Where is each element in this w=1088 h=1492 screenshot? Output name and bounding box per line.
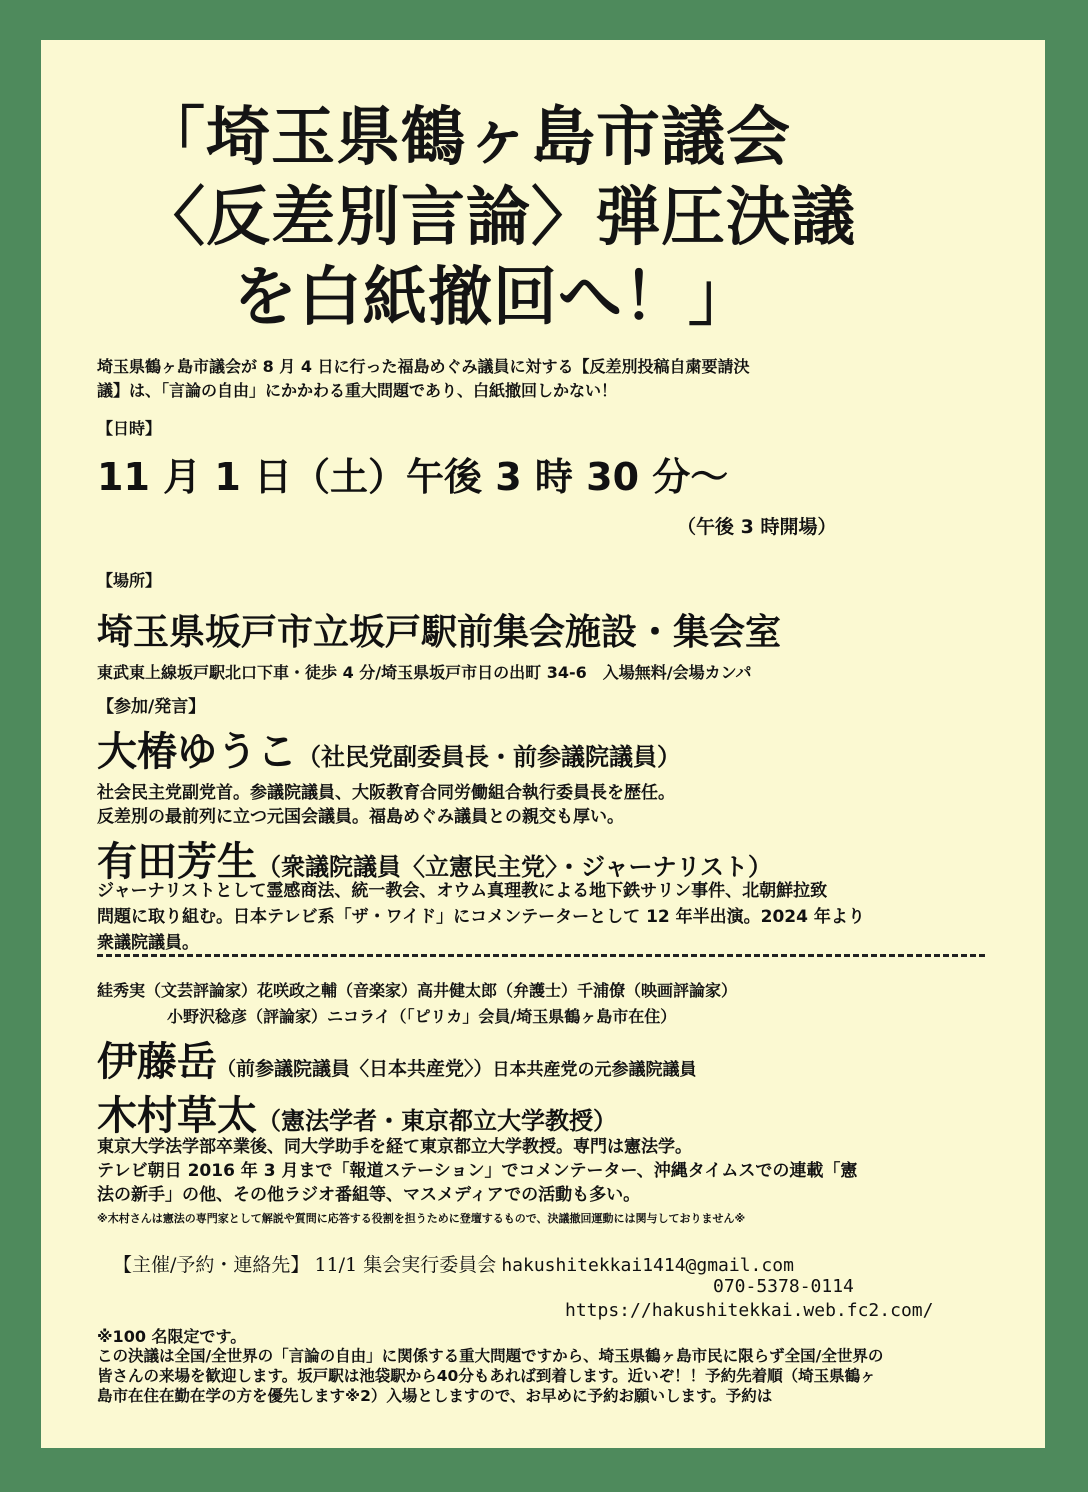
kimura-footnote: ※木村さんは憲法の専門家として解説や質問に応答する役割を担うために登壇するもので、決議撤回運動には関与しておりません※ [97, 1212, 746, 1225]
notice-line-2: 皆さんの来場を歓迎します。坂戸駅は池袋駅から40分もあれば到着します。近いぞ！！予約先着順（埼玉県鶴ヶ [97, 1367, 876, 1385]
flyer [41, 40, 1045, 1448]
speaker-bio-line: 衆議院議員。 [97, 933, 199, 953]
contact-label: 【主催/予約・連絡先】 [113, 1254, 310, 1276]
speaker-name: 木村草太 [97, 1093, 257, 1139]
speaker-bio-line: 社会民主党副党首。参議院議員、大阪教育合同労働組合執行委員長を歴任。 [97, 783, 675, 803]
speaker-name: 伊藤岳 [97, 1039, 217, 1085]
notice-line-1: この決議は全国/全世界の「言論の自由」に関係する重大問題ですから、埼玉県鶴ヶ島市民に限らず全国/全世界の [97, 1347, 884, 1365]
contact-email[interactable]: hakushitekkai1414@gmail.com [501, 1255, 794, 1276]
contact-block [113, 1250, 794, 1277]
speaker-name: 有田芳生 [97, 839, 257, 885]
intro-line-2: 議】は、「言論の自由」にかかわる重大問題であり、白紙撤回しかない！ [97, 381, 618, 400]
speaker-otsubaki [97, 720, 681, 777]
title-line-1: 「埼玉県鶴ヶ島市議会 [141, 100, 791, 175]
participants-label: 【参加/発言】 [97, 697, 206, 717]
contact-phone[interactable]: 070-5378-0114 [713, 1276, 854, 1297]
title-line-3: を白紙撤回へ！」 [233, 260, 753, 335]
title-line-2: 〈反差別言論〉弾圧決議 [141, 180, 856, 255]
speaker-role: （前参議院議員〈日本共産党〉） [217, 1058, 493, 1080]
speaker-role: （社民党副委員長・前参議院議員） [297, 743, 681, 771]
others-line-2: 小野沢稔彦（評論家）ニコライ（「ピリカ」会員/埼玉県鶴ヶ島市在住） [167, 1007, 677, 1026]
notice-limit: ※100 名限定です。 [97, 1327, 247, 1346]
speaker-bio-line: テレビ朝日 2016 年 3 月まで「報道ステーション」でコメンテーター、沖縄タイムスでの連載「憲 [97, 1161, 858, 1181]
intro-line-1: 埼玉県鶴ヶ島市議会が 8 月 4 日に行った福島めぐみ議員に対する【反差別投稿自粛要請決 [97, 357, 750, 376]
speaker-bio-line: 法の新手」の他、その他ラジオ番組等、マスメディアでの活動も多い。 [97, 1185, 641, 1205]
venue-label: 【場所】 [97, 571, 162, 590]
speaker-bio-line: ジャーナリストとして霊感商法、統一教会、オウム真理教による地下鉄サリン事件、北朝鮮拉致 [97, 881, 828, 901]
others-line-1: 絓秀実（文芸評論家）花咲政之輔（音楽家）高井健太郎（弁護士）千浦僚（映画評論家） [97, 981, 738, 1000]
speaker-role: （衆議院議員〈立憲民主党〉・ジャーナリスト） [257, 853, 773, 881]
speaker-bio-line: 反差別の最前列に立つ元国会議員。福島めぐみ議員との親交も厚い。 [97, 807, 624, 827]
contact-org: 11/1 集会実行委員会 [314, 1254, 497, 1276]
speaker-ito [97, 1030, 697, 1087]
contact-url[interactable]: https://hakushitekkai.web.fc2.com/ [565, 1300, 934, 1321]
speaker-bio-line: 問題に取り組む。日本テレビ系「ザ・ワイド」にコメンテーターとして 12 年半出演。2024 年より [97, 907, 865, 927]
speaker-note: 日本共産党の元参議院議員 [492, 1060, 697, 1080]
notice-line-3: 島市在住在勤在学の方を優先します※2）入場としますので、お早めに予約お願いします。予約は [97, 1387, 773, 1405]
speaker-name: 大椿ゆうこ [97, 729, 297, 775]
doors-open: （午後 3 時開場） [677, 516, 837, 538]
datetime-value: 11 月 1 日（土）午後 3 時 30 分～ [97, 455, 729, 499]
speaker-role: （憲法学者・東京都立大学教授） [257, 1107, 617, 1135]
speaker-bio-line: 東京大学法学部卒業後、同大学助手を経て東京都立大学教授。専門は憲法学。 [97, 1137, 692, 1157]
dashed-divider [97, 954, 985, 957]
venue-access: 東武東上線坂戸駅北口下車・徒歩 4 分/埼玉県坂戸市日の出町 34-6 入場無料/会場カンパ [97, 663, 752, 682]
venue-name: 埼玉県坂戸市立坂戸駅前集会施設・集会室 [97, 612, 782, 653]
datetime-label: 【日時】 [97, 419, 162, 438]
